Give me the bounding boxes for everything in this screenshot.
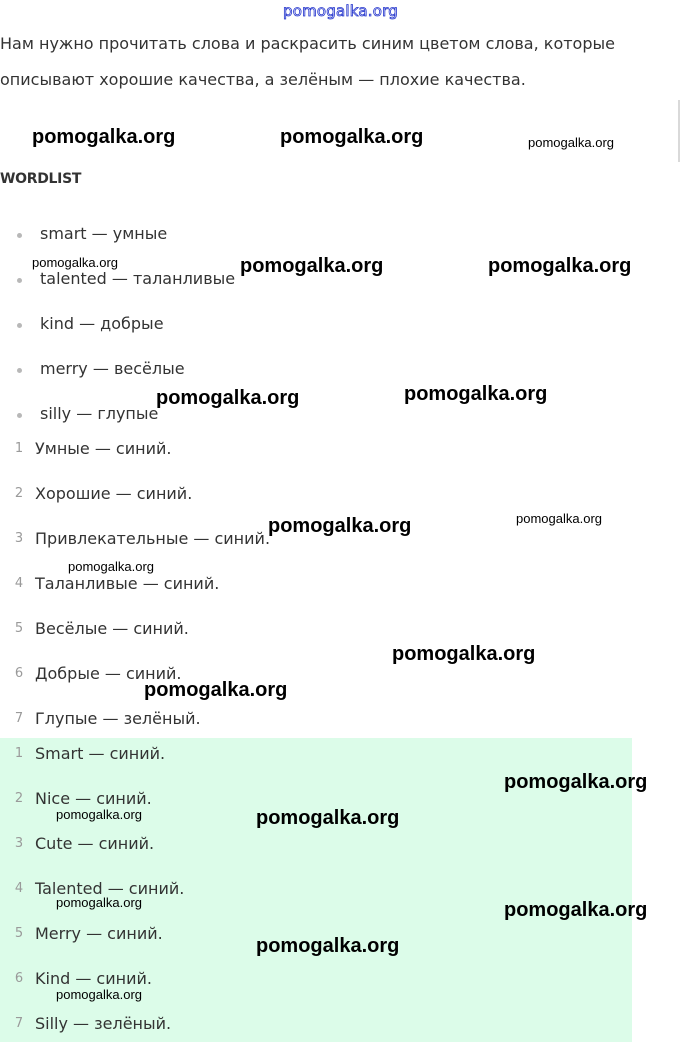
item-number: 5 [14,621,24,636]
bullet-icon [17,233,22,238]
answer-text: Silly — зелёный. [35,1014,172,1033]
watermark: pomogalka.org [32,126,176,148]
item-number: 7 [14,1016,24,1031]
wordlist-entry: merry — весёлые [40,359,185,378]
watermark: pomogalka.org [32,255,118,270]
task-description [0,26,640,98]
answer-text: Nice — синий. [35,789,152,808]
answer-text: Привлекательные — синий. [35,529,271,548]
answer-text: Умные — синий. [35,439,172,458]
watermark: pomogalka.org [156,387,300,409]
watermark: pomogalka.org [68,559,154,574]
answer-text: Глупые — зелёный. [35,709,201,728]
item-number: 4 [14,576,24,591]
answer-text: Весёлые — синий. [35,619,189,638]
bullet-icon [17,323,22,328]
item-number: 1 [14,746,24,761]
watermark: pomogalka.org [392,643,536,665]
watermark: pomogalka.org [280,126,424,148]
wordlist-entry: kind — добрые [40,314,164,333]
watermark: pomogalka.org [404,383,548,405]
bullet-icon [17,413,22,418]
watermark: pomogalka.org [528,135,614,150]
answer-text: Merry — синий. [35,924,163,943]
task-description-line-2: описывают хорошие качества, а зелёным — плохие качества. [0,70,526,89]
item-number: 3 [14,836,24,851]
item-number: 7 [14,711,24,726]
watermark: pomogalka.org [240,255,384,277]
watermark: pomogalka.org [268,515,412,537]
answer-text: Таланливые — синий. [35,574,220,593]
watermark: pomogalka.org [256,807,400,829]
answer-text: Cute — синий. [35,834,155,853]
answer-text: Smart — синий. [35,744,166,763]
wordlist-title: WORDLIST [0,171,82,187]
watermark: pomogalka.org [56,895,142,910]
item-number: 6 [14,971,24,986]
item-number: 5 [14,926,24,941]
answer-text: Talented — синий. [35,879,185,898]
watermark: pomogalka.org [516,511,602,526]
wordlist-entry: silly — глупые [40,404,159,423]
watermark: pomogalka.org [144,679,288,701]
answer-text: Хорошие — синий. [35,484,193,503]
answer-text: Kind — синий. [35,969,152,988]
item-number: 6 [14,666,24,681]
item-number: 1 [14,441,24,456]
task-description-line-1: Нам нужно прочитать слова и раскрасить синим цветом слова, которые [0,34,615,53]
watermark: pomogalka.org [504,899,648,921]
watermark: pomogalka.org [504,771,648,793]
watermark: pomogalka.org [488,255,632,277]
watermark: pomogalka.org [56,807,142,822]
wordlist-entry: talented — таланливые [40,269,236,288]
watermark: pomogalka.org [256,935,400,957]
bullet-icon [17,278,22,283]
answer-text: Добрые — синий. [35,664,182,683]
watermark: pomogalka.org [56,987,142,1002]
item-number: 3 [14,531,24,546]
item-number: 4 [14,881,24,896]
header-watermark: pomogalka.org [283,2,398,20]
bullet-icon [17,368,22,373]
wordlist-entry: smart — умные [40,224,168,243]
item-number: 2 [14,791,24,806]
item-number: 2 [14,486,24,501]
